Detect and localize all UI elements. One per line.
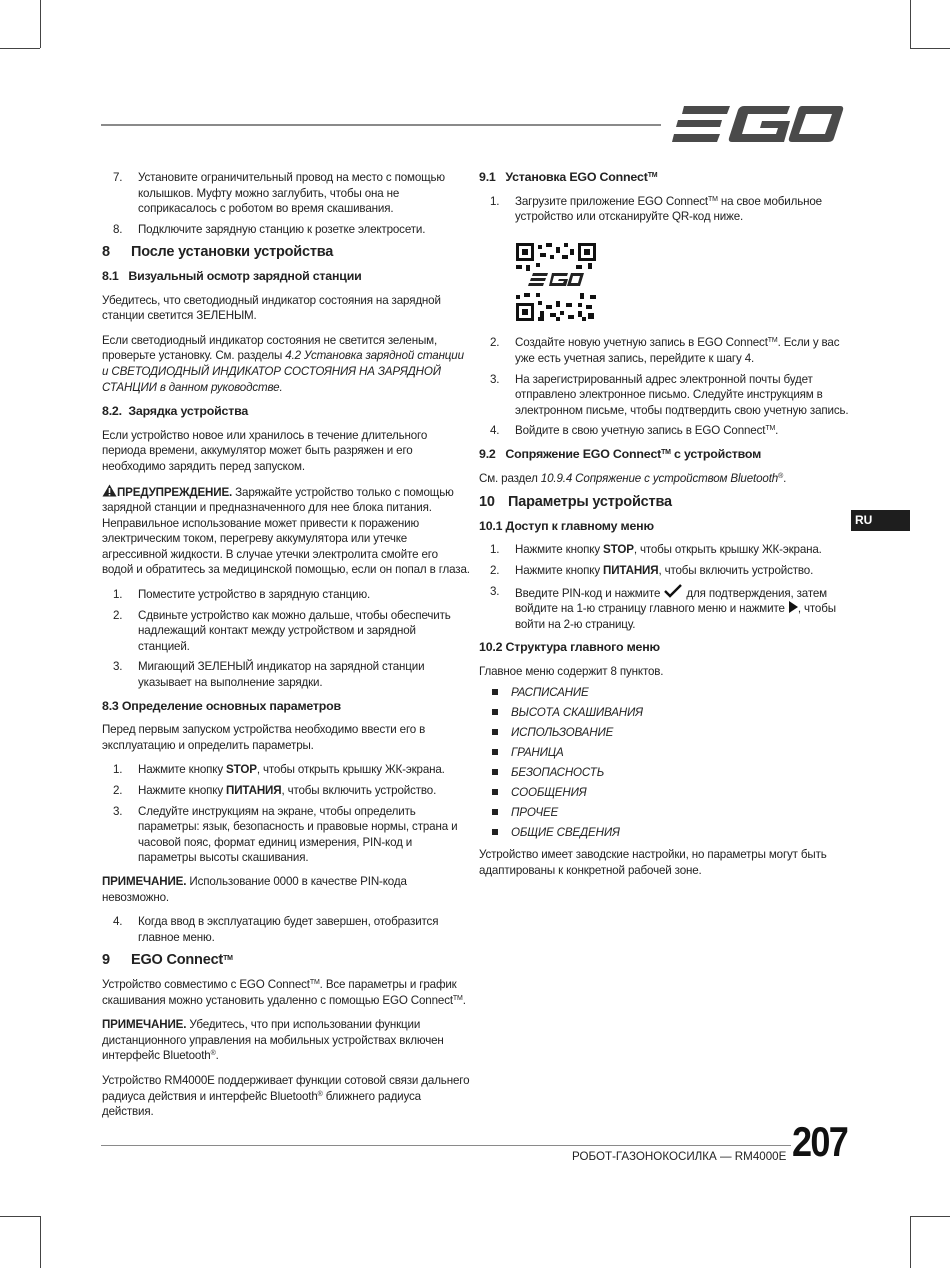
section-heading-8: 8 После установки устройства [102, 244, 334, 261]
list-item [102, 170, 470, 217]
paragraph: Перед первым запуском устройства необходимо ввести его в эксплуатацию и определить параметры. [102, 723, 426, 752]
footer-rule [101, 1145, 791, 1146]
note-paragraph: ПРИМЕЧАНИЕ. Использование 0000 в качестве PIN-кода невозможно. [102, 874, 407, 904]
list-number: 7. [113, 171, 123, 184]
paragraph: Устройство совместимо с EGO Connect™. Все параметры и график скашивания можно установить удаленно с помощью EGO Connect™. [102, 977, 466, 1007]
paragraph: Устройство RM4000E поддерживает функции сотовой связи дальнего радиуса действия и интерфейс Bluetooth® ближнего радиуса действия. [102, 1073, 470, 1119]
crop-mark [40, 0, 41, 48]
charging-steps-list [102, 587, 470, 691]
crop-mark [910, 0, 911, 48]
list-item: 4. Когда ввод в эксплуатацию будет завершен, отобразится главное меню. [113, 915, 439, 944]
main-menu-items-list [479, 685, 849, 840]
list-item: 3. Мигающий ЗЕЛЕНЫЙ индикатор на зарядной станции указывает на выполнение зарядки. [113, 660, 425, 690]
list-text: Установите ограничительный провод на место с помощью колышков. Муфту можно заглубить, чтобы она не соприкасалось с роботом во время скашивания. [138, 171, 445, 216]
list-item: 2. Создайте новую учетную запись в EGO Connect™. Если у вас уже есть учетная запись, перейдите к шагу 4. [490, 336, 840, 365]
paragraph: Если устройство новое или хранилось в течение длительного периода времени, аккумулятор может быть разряжен и его необходимо зарядить перед запуском. [102, 428, 428, 473]
menu-access-steps-list [479, 542, 849, 632]
list-item: 3. На зарегистрированный адрес электронной почты будет отправлено электронное письмо. Следуйте инструкциям в электронном письме, чтобы подтвердить свою учетную запись. [490, 372, 849, 417]
list-item: ВЫСОТА СКАШИВАНИЯ [479, 705, 849, 721]
list-item: ОБЩИЕ СВЕДЕНИЯ [479, 825, 849, 841]
section-heading-10: 10 Параметры устройства [479, 494, 672, 511]
connect-steps-list [479, 194, 849, 225]
setup-steps-list-cont [102, 914, 470, 945]
ego-logo [672, 104, 844, 144]
crop-mark [0, 1216, 40, 1217]
section-heading-8-3: 8.3 Определение основных параметров [102, 698, 341, 713]
section-heading-10-1: 10.1 Доступ к главному меню [479, 518, 654, 533]
list-item: 1. Поместите устройство в зарядную станцию. [113, 588, 371, 602]
list-item: СООБЩЕНИЯ [479, 785, 849, 801]
paragraph: Если светодиодный индикатор состояния не светится зеленым, проверьте установку. См. разделы 4.2 Установка зарядной станции и СВЕТОДИОДНЫЙ ИНДИКАТОР СОСТОЯНИЯ НА ЗАРЯДНОЙ СТАНЦИИ в данном руководстве. [102, 333, 464, 394]
left-column [102, 170, 470, 1129]
list-item: 3. Следуйте инструкциям на экране, чтобы определить параметры: язык, безопасность и правовые нормы, страна и часовой пояс, формат единиц измерения, PIN-код и параметры высоты скашивания. [113, 804, 458, 865]
list-item: БЕЗОПАСНОСТЬ [479, 765, 849, 781]
warning-icon [102, 484, 117, 497]
section-heading-9-1: 9.1 Установка EGO Connect™ [479, 170, 658, 184]
list-item: РАСПИСАНИЕ [479, 685, 849, 701]
note-paragraph: ПРИМЕЧАНИЕ. Убедитесь, что при использовании функции дистанционного управления на мобильных устройствах включен интерфейс Bluetooth®. [102, 1018, 444, 1063]
list-text: Подключите зарядную станцию к розетке электросети. [138, 222, 426, 236]
list-item: 4. Войдите в свою учетную запись в EGO Connect™. [490, 424, 779, 438]
checkmark-icon [663, 584, 683, 598]
section-heading-8-1: 8.1 Визуальный осмотр зарядной станции [102, 268, 362, 283]
crop-mark [910, 1216, 950, 1217]
crop-mark [0, 48, 40, 49]
list-number: 8. [113, 222, 123, 236]
list-item: 2. Нажмите кнопку ПИТАНИЯ, чтобы включить устройство. [490, 563, 814, 577]
paragraph: Главное меню содержит 8 пунктов. [479, 664, 664, 678]
page-number: 207 [792, 1118, 848, 1165]
list-item: 1. Загрузите приложение EGO Connect™ на свое мобильное устройство или отсканируйте QR-код ниже. [490, 194, 822, 224]
list-item: 2. Сдвиньте устройство как можно дальше, чтобы обеспечить надлежащий контакт между устройством и зарядной станцией. [113, 608, 451, 653]
list-item [102, 222, 470, 238]
list-item: ГРАНИЦА [479, 745, 849, 761]
paragraph: См. раздел 10.9.4 Сопряжение с устройством Bluetooth®. [479, 471, 787, 485]
language-tab: RU [851, 510, 910, 531]
header-rule [101, 124, 661, 126]
paragraph: Убедитесь, что светодиодный индикатор состояния на зарядной станции светится ЗЕЛЕНЫМ. [102, 293, 441, 323]
qr-code-image [516, 243, 596, 321]
list-item: 1. Нажмите кнопку STOP, чтобы открыть крышку ЖК-экрана. [113, 763, 445, 777]
crop-mark [40, 1216, 41, 1268]
crop-mark [910, 48, 950, 49]
section-heading-8-2: 8.2. Зарядка устройства [102, 404, 249, 419]
install-steps-list [102, 170, 470, 237]
section-heading-10-2: 10.2 Структура главного меню [479, 640, 660, 655]
right-column [479, 170, 849, 887]
paragraph: Устройство имеет заводские настройки, но параметры могут быть адаптированы к конкретной рабочей зоне. [479, 847, 827, 877]
list-item: ПРОЧЕЕ [479, 805, 849, 821]
footer-title: РОБОТ-ГАЗОНОКОСИЛКА — RM4000E [572, 1150, 787, 1163]
section-heading-9: 9 EGO Connect™ [102, 952, 233, 969]
crop-mark [910, 1216, 911, 1268]
play-arrow-icon [788, 601, 798, 613]
connect-steps-list-cont [479, 335, 849, 439]
warning-paragraph: ПРЕДУПРЕЖДЕНИЕ. Заряжайте устройство только с помощью зарядной станции и предназначенного для нее блока питания. Неправильное использование может привести к поражению электрическим током, перегреву аккумулятора или утечке агрессивной жидкости. В случае утечки электролита смойте его водой и обратитесь за медицинской помощью, если он попал в глаза. [102, 485, 470, 577]
section-heading-9-2: 9.2 Сопряжение EGO Connect™ с устройством [479, 446, 762, 461]
list-item: 2. Нажмите кнопку ПИТАНИЯ, чтобы включить устройство. [113, 784, 437, 797]
list-item: ИСПОЛЬЗОВАНИЕ [479, 725, 849, 741]
list-item: 1. Нажмите кнопку STOP, чтобы открыть крышку ЖК-экрана. [490, 543, 822, 557]
setup-steps-list [102, 762, 470, 866]
list-item: 3. Введите PIN-код и нажмите для подтверждения, затем войдите на 1-ю страницу главного меню и нажмите , чтобы войти на 2-ю страницу. [490, 584, 836, 631]
